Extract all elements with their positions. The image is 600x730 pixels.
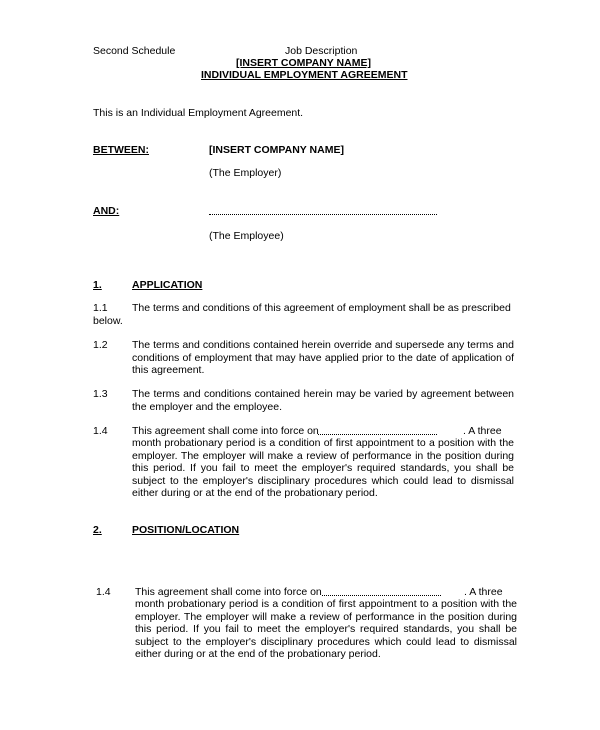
clause-2-1-4-lead: This agreement shall come into force on	[135, 586, 322, 598]
clause-1-2-number: 1.2	[93, 339, 108, 351]
employee-name-blank	[209, 214, 437, 215]
section1-number: 1.	[93, 279, 102, 291]
clause-1-4-lead: This agreement shall come into force on	[132, 425, 319, 437]
intro-text: This is an Individual Employment Agreement.	[93, 107, 304, 119]
clause-2-1-4-number: 1.4	[96, 586, 111, 598]
between-label: BETWEEN:	[93, 144, 149, 156]
clause-2-1-4-text: month probationary period is a condition of first appointment to a position with the employer. The employer will make a review of performance in the position during this period. If you fail to meet the employer's required standards, you shall be subject to the employer's disciplinary procedures which could lead to dismissal either during or at the end of the probationary period.	[135, 598, 517, 660]
clause-1-2-text: The terms and conditions contained herein override and supersede any terms and conditions of employment that may have applied prior to the date of application of this agreement.	[132, 339, 514, 376]
clause-1-1-first-line: The terms and conditions of this agreement of employment shall be as prescribed	[132, 302, 511, 314]
employer-name: [INSERT COMPANY NAME]	[209, 144, 344, 156]
clause-1-4-after: . A three	[463, 425, 502, 437]
and-label: AND:	[93, 205, 120, 217]
employee-label: (The Employee)	[209, 230, 284, 242]
clause-2-1-4-date-blank	[322, 595, 441, 596]
section2-number: 2.	[93, 524, 102, 536]
clause-1-4-text: month probationary period is a condition of first appointment to a position with the employer. The employer will make a review of performance in the position during this period. If you fail to meet the employer's required standards, you shall be subject to the employer's disciplinary procedures which could lead to dismissal either during or at the end of the probationary period.	[132, 437, 514, 499]
clause-2-1-4-after: . A three	[464, 586, 503, 598]
employer-label: (The Employer)	[209, 167, 282, 179]
job-description-label: Job Description	[285, 45, 358, 57]
clause-1-3-text: The terms and conditions contained herein may be varied by agreement between the employer and the employee.	[132, 388, 514, 413]
clause-1-4-number: 1.4	[93, 425, 108, 437]
schedule-label: Second Schedule	[93, 45, 176, 57]
document-title: INDIVIDUAL EMPLOYMENT AGREEMENT	[201, 69, 408, 81]
section1-title: APPLICATION	[132, 279, 203, 291]
section2-title: POSITION/LOCATION	[132, 524, 240, 536]
clause-1-4-date-blank	[318, 434, 437, 435]
clause-1-1-number: 1.1	[93, 302, 108, 314]
clause-1-1-rest: below.	[93, 315, 123, 327]
company-placeholder-heading: [INSERT COMPANY NAME]	[236, 57, 371, 69]
clause-1-3-number: 1.3	[93, 388, 108, 400]
